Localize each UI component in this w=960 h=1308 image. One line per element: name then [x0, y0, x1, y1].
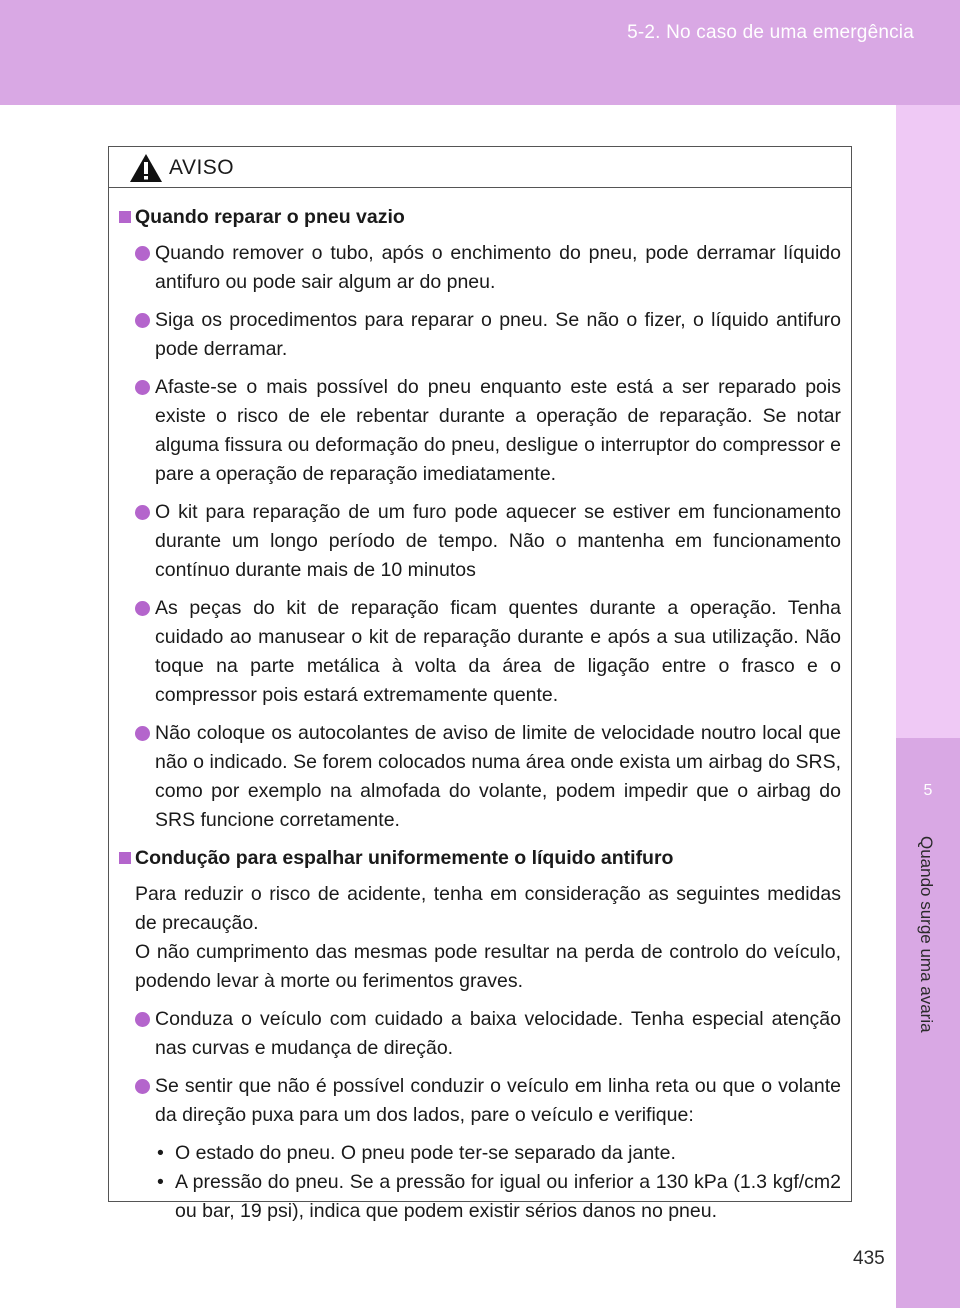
- intro-text: O não cumprimento das mesmas pode resultar na perda de controlo do veículo, podendo levar à morte ou ferimentos graves.: [135, 941, 841, 992]
- chapter-number: 5: [923, 782, 933, 799]
- list-item: [119, 373, 841, 489]
- warning-header: [109, 147, 851, 188]
- sub-list-item: [155, 1139, 841, 1168]
- sub-list-item-text: O estado do pneu. O pneu pode ter-se separado da jante.: [175, 1142, 676, 1164]
- section-heading-text: Condução para espalhar uniformemente o líquido antifuro: [135, 847, 674, 869]
- section-heading: [119, 203, 841, 232]
- circle-bullet-icon: [135, 313, 150, 328]
- intro-paragraph: [119, 880, 841, 938]
- section-title: 5-2. No caso de uma emergência: [627, 22, 914, 43]
- warning-content: [109, 187, 851, 1226]
- section-heading: [119, 844, 841, 873]
- list-item: [119, 239, 841, 297]
- square-bullet-icon: [119, 211, 131, 223]
- circle-bullet-icon: [135, 1012, 150, 1027]
- list-item-text: Não coloque os autocolantes de aviso de limite de velocidade noutro local que não o indicado. Se forem colocados numa área onde exista um airbag do SRS, como por exemplo na almofada do volante, podem impedir que o airbag do SRS funcione corretamente.: [155, 722, 841, 831]
- list-item-text: Se sentir que não é possível conduzir o veículo em linha reta ou que o volante da direção puxa para um dos lados, pare o veículo e verifique:: [155, 1075, 841, 1126]
- list-item: [119, 1072, 841, 1130]
- page-number: 435: [853, 1248, 885, 1269]
- sub-list: [119, 1139, 841, 1226]
- list-item: [119, 594, 841, 710]
- circle-bullet-icon: [135, 601, 150, 616]
- list-item: [119, 498, 841, 585]
- list-item-text: O kit para reparação de um furo pode aquecer se estiver em funcionamento durante um longo período de tempo. Não o mantenha em funcionamento contínuo durante mais de 10 minutos: [155, 501, 841, 581]
- section-heading-text: Quando reparar o pneu vazio: [135, 206, 405, 228]
- header-band: [0, 0, 960, 105]
- warning-title: AVISO: [169, 156, 235, 179]
- list-item-text: Conduza o veículo com cuidado a baixa velocidade. Tenha especial atenção nas curvas e mudança de direção.: [155, 1008, 841, 1059]
- square-bullet-icon: [119, 852, 131, 864]
- sub-list-item-text: A pressão do pneu. Se a pressão for igual ou inferior a 130 kPa (1.3 kgf/cm2 ou bar, 19 psi), indica que podem existir sérios danos no pneu.: [175, 1171, 841, 1222]
- circle-bullet-icon: [135, 1079, 150, 1094]
- list-item: [119, 306, 841, 364]
- circle-bullet-icon: [135, 505, 150, 520]
- warning-triangle-icon: [129, 153, 163, 183]
- warning-box: [108, 146, 852, 1222]
- list-item-text: Afaste-se o mais possível do pneu enquanto este está a ser reparado pois existe o risco de ele rebentar durante a operação de reparação. Se notar alguma fissura ou deformação do pneu, desligue o interruptor do compressor e pare a operação de reparação imediatamente.: [155, 376, 841, 485]
- circle-bullet-icon: [135, 380, 150, 395]
- dot-bullet-icon: •: [157, 1171, 164, 1193]
- list-item-text: Quando remover o tubo, após o enchimento do pneu, pode derramar líquido antifuro ou pode sair algum ar do pneu.: [155, 242, 841, 293]
- circle-bullet-icon: [135, 726, 150, 741]
- list-item: [119, 719, 841, 835]
- list-item: [119, 1005, 841, 1063]
- intro-text: Para reduzir o risco de acidente, tenha em consideração as seguintes medidas de precaução.: [135, 883, 841, 934]
- dot-bullet-icon: •: [157, 1142, 164, 1164]
- intro-paragraph: [119, 938, 841, 996]
- circle-bullet-icon: [135, 246, 150, 261]
- list-item-text: Siga os procedimentos para reparar o pneu. Se não o fizer, o líquido antifuro pode derramar.: [155, 309, 841, 360]
- chapter-title: Quando surge uma avaria: [917, 836, 936, 1033]
- list-item-text: As peças do kit de reparação ficam quentes durante a operação. Tenha cuidado ao manusear o kit de reparação durante e após a sua utilização. Não toque na parte metálica à volta da área de ligação entre o frasco e o compressor pois estará extremamente quente.: [155, 597, 841, 706]
- sub-list-item: [155, 1168, 841, 1226]
